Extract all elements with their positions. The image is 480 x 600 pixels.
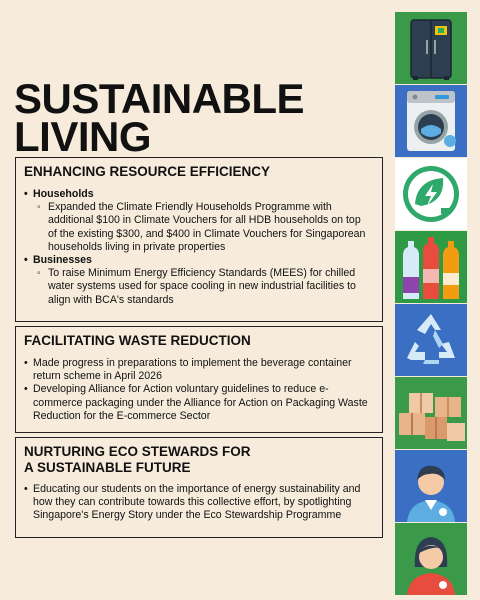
bullet-businesses: • Businesses [24, 254, 372, 267]
washing-machine-icon [395, 85, 467, 157]
section-heading: ENHANCING RESOURCE EFFICIENCY [24, 164, 271, 179]
section-eco-stewards [15, 437, 383, 538]
section-heading-line-1: NURTURING ECO STEWARDS FOR [24, 444, 251, 459]
section-heading: FACILITATING WASTE REDUCTION [24, 333, 251, 348]
bullet-ecommerce-packaging: • Developing Alliance for Action voluntary guidelines to reduce e-commerce packaging under the Alliance for Action on Packaging Waste Reduction for the E-commerce Sector [24, 383, 372, 423]
sub-bullet-businesses: ◦ To raise Minimum Energy Efficiency Standards (MEES) for chilled water systems used for space cooling in new industrial facilities to align with BCA's standards [24, 267, 372, 307]
bottles-icon [395, 231, 467, 303]
page-title [14, 75, 305, 160]
title-line-1: SUSTAINABLE [14, 75, 305, 122]
student-boy-icon [395, 450, 467, 522]
section-heading-line-2: A SUSTAINABLE FUTURE [24, 460, 191, 475]
refrigerator-icon [395, 12, 467, 84]
energy-plug-leaf-icon [395, 158, 467, 230]
bullet-households: • Households [24, 188, 372, 201]
recycle-icon [395, 304, 467, 376]
section-resource-efficiency [15, 157, 383, 322]
sub-bullet-households: ◦ Expanded the Climate Friendly Households Programme with additional $100 in Climate Vouchers for all HDB households on top of the existing $300, and $400 in Climate Vouchers for Singaporean households living in private properties [24, 201, 372, 254]
student-girl-icon [395, 523, 467, 595]
title-line-2: LIVING [14, 113, 152, 160]
section-heading [24, 444, 372, 476]
section-waste-reduction [15, 326, 383, 433]
bullet-beverage-container: • Made progress in preparations to implement the beverage container return scheme in April 2026 [24, 357, 372, 383]
bullet-eco-stewardship: • Educating our students on the importance of energy sustainability and how they can contribute towards this collective effort, by spotlighting Singapore's Energy Story under the Eco Stewardship Programme [24, 483, 372, 523]
icon-column [395, 12, 467, 596]
boxes-icon [395, 377, 467, 449]
